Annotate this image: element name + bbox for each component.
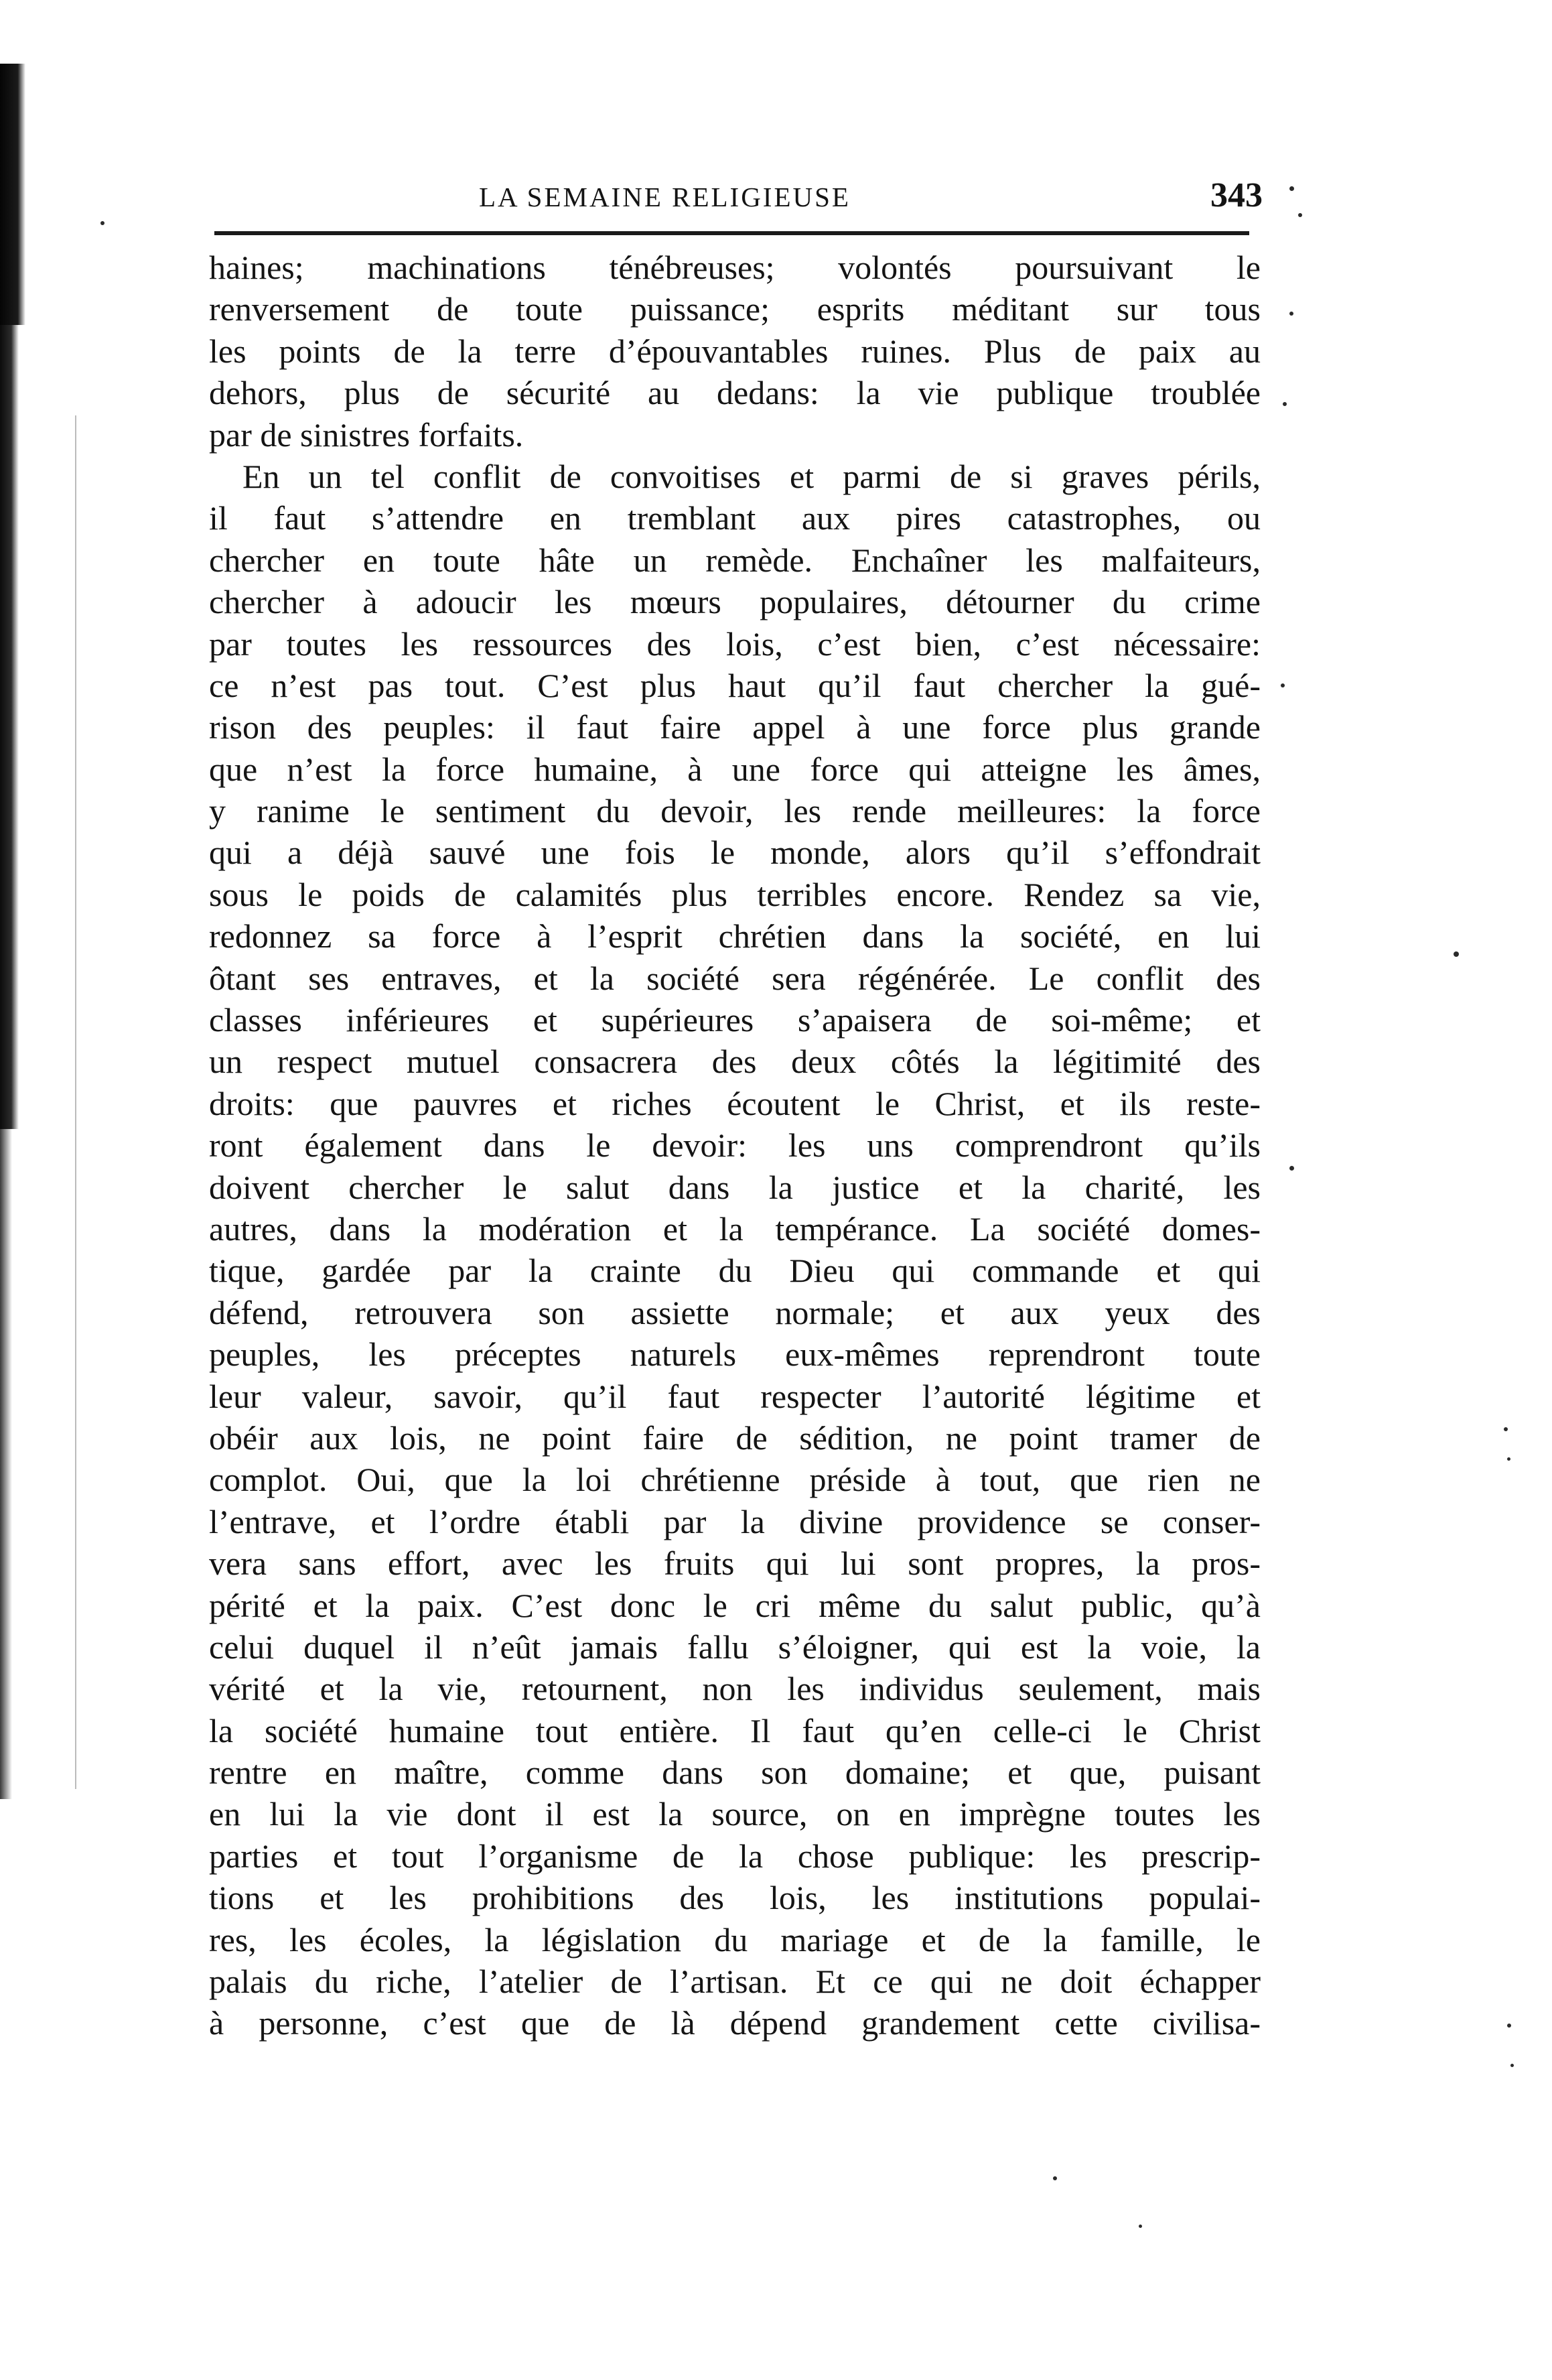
text-line: périté et la paix. C’est donc le cri même du salut public, qu’à [209, 1586, 1261, 1624]
text-line: les points de la terre d’épouvantables ruines. Plus de paix au [209, 332, 1261, 370]
text-line: res, les écoles, la législation du mariage et de la famille, le [209, 1920, 1261, 1959]
ink-speck [1289, 312, 1293, 316]
text-line: sous le poids de calamités plus terribles encore. Rendez sa vie, [209, 875, 1261, 913]
text-line: par toutes les ressources des lois, c’est bien, c’est nécessaire: [209, 624, 1261, 663]
text-line: rentre en maître, comme dans son domaine; et que, puisant [209, 1754, 1261, 1792]
text-line: vera sans effort, avec les fruits qui lui sont propres, la pros- [209, 1544, 1261, 1583]
text-line: haines; machinations ténébreuses; volontés poursuivant le [209, 249, 1261, 286]
text-line: autres, dans la modération et la tempérance. La société domes- [209, 1209, 1261, 1248]
ink-speck [1510, 2064, 1514, 2067]
ink-speck [1298, 213, 1302, 217]
ink-speck [100, 221, 104, 225]
text-line: obéir aux lois, ne point faire de sédition, ne point tramer de [209, 1418, 1261, 1457]
text-line: leur valeur, savoir, qu’il faut respecter l’autorité légitime et [209, 1377, 1261, 1415]
ink-speck [1289, 1166, 1294, 1171]
text-line: chercher à adoucir les mœurs populaires, détourner du crime [209, 583, 1261, 621]
text-line: tions et les prohibitions des lois, les institutions populai- [209, 1879, 1261, 1917]
text-line: un respect mutuel consacrera des deux côtés la légitimité des [209, 1043, 1261, 1081]
text-line: renversement de toute puissance; esprits méditant sur tous [209, 290, 1261, 328]
body-text [209, 247, 1261, 2044]
text-line: par de sinistres forfaits. [209, 415, 524, 454]
text-line: défend, retrouvera son assiette normale; et aux yeux des [209, 1293, 1261, 1331]
text-line: que n’est la force humaine, à une force qui atteigne les âmes, [209, 750, 1261, 788]
page-edge-shadow [0, 64, 25, 325]
running-title: LA SEMAINE RELIGIEUSE [479, 182, 851, 212]
text-line: droits: que pauvres et riches écoutent le Christ, et ils reste- [209, 1084, 1261, 1122]
ink-speck [1053, 2176, 1057, 2180]
text-line: classes inférieures et supérieures s’apaisera de soi-même; et [209, 1001, 1261, 1039]
text-line: ôtant ses entraves, et la société sera régénérée. Le conflit des [209, 959, 1261, 997]
ink-speck [1139, 2225, 1142, 2228]
paragraph-start-line: En un tel conflit de convoitises et parmi de si graves périls, [242, 457, 1261, 495]
page-edge-shadow-bottom [0, 1129, 12, 1799]
text-line: redonnez sa force à l’esprit chrétien dans la société, en lui [209, 917, 1261, 955]
text-line: palais du riche, l’atelier de l’artisan. Et ce qui ne doit échapper [209, 1963, 1261, 2001]
text-line: chercher en toute hâte un remède. Enchaîner les malfaiteurs, [209, 541, 1261, 579]
running-header [211, 176, 1263, 222]
page-number: 343 [1210, 176, 1263, 214]
text-line: ce n’est pas tout. C’est plus haut qu’il faut chercher la gué- [209, 666, 1261, 704]
text-line: l’entrave, et l’ordre établi par la divine providence se conser- [209, 1502, 1261, 1540]
text-line: vérité et la vie, retournent, non les individus seulement, mais [209, 1670, 1261, 1708]
ink-speck [1281, 683, 1285, 687]
ink-speck [1507, 1457, 1510, 1461]
ink-speck [1507, 2024, 1511, 2028]
text-line: tique, gardée par la crainte du Dieu qui commande et qui [209, 1252, 1261, 1290]
text-line: complot. Oui, que la loi chrétienne préside à tout, que rien ne [209, 1461, 1261, 1499]
page-edge-shadow-lower [0, 325, 19, 1129]
ink-speck [1504, 1427, 1508, 1431]
text-line: doivent chercher le salut dans la justice et la charité, les [209, 1168, 1261, 1206]
text-line: celui duquel il n’eût jamais fallu s’éloigner, qui est la voie, la [209, 1628, 1261, 1666]
text-line: la société humaine tout entière. Il faut qu’en celle-ci le Christ [209, 1711, 1261, 1749]
text-line: ront également dans le devoir: les uns comprendront qu’ils [209, 1126, 1261, 1165]
text-line: rison des peuples: il faut faire appel à une force plus grande [209, 708, 1261, 746]
text-line: il faut s’attendre en tremblant aux pires catastrophes, ou [209, 499, 1261, 537]
text-line: y ranime le sentiment du devoir, les rende meilleures: la force [209, 792, 1261, 830]
ink-speck [1283, 402, 1287, 406]
text-line: parties et tout l’organisme de la chose publique: les prescrip- [209, 1837, 1261, 1875]
text-line: à personne, c’est que de là dépend grandement cette civilisa- [209, 2004, 1261, 2042]
header-rule [214, 231, 1249, 235]
text-line: en lui la vie dont il est la source, on en imprègne toutes les [209, 1795, 1261, 1833]
ink-speck [1454, 951, 1459, 957]
gutter-line [75, 415, 76, 1789]
text-line: dehors, plus de sécurité au dedans: la vie publique troublée [209, 374, 1261, 412]
text-line: peuples, les préceptes naturels eux-mêmes reprendront toute [209, 1335, 1261, 1374]
ink-speck [1289, 186, 1294, 191]
text-line: qui a déjà sauvé une fois le monde, alors qu’il s’effondrait [209, 834, 1261, 872]
